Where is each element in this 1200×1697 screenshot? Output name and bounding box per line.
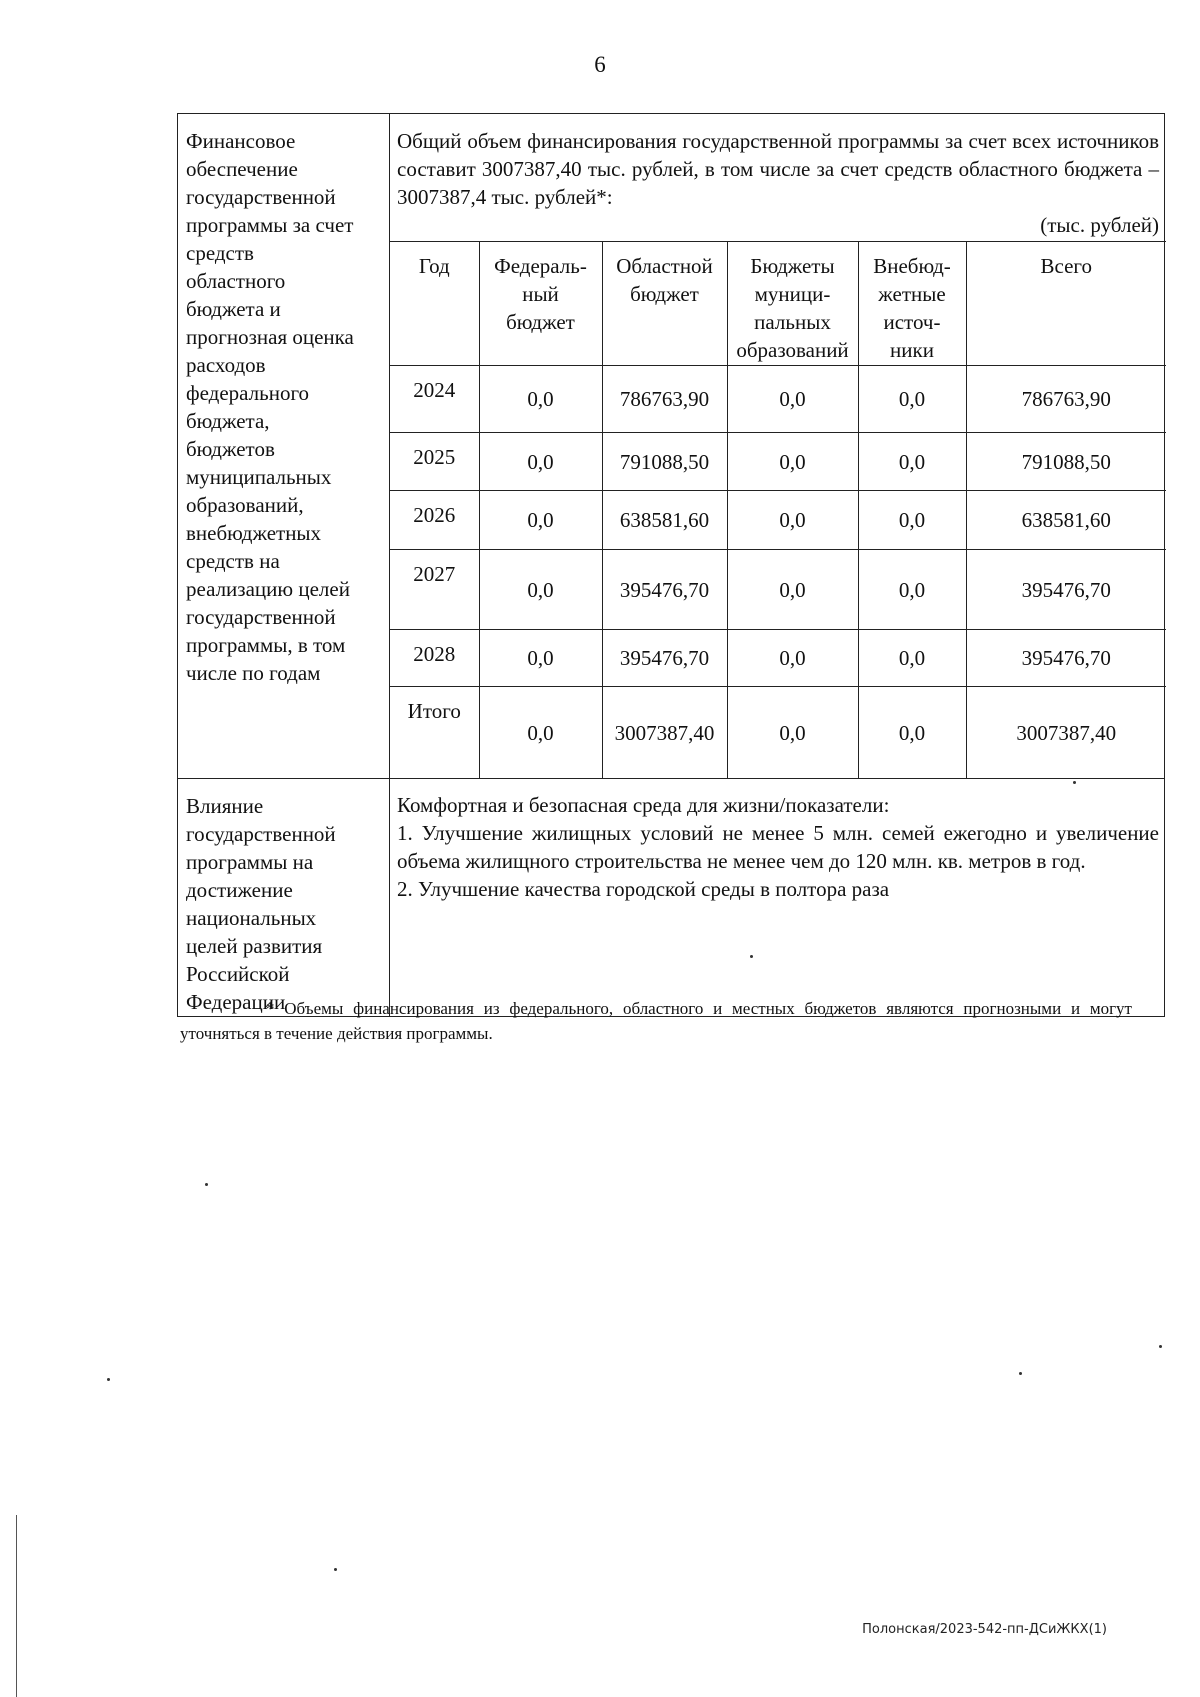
cell-federal: 0,0 <box>479 550 602 630</box>
table-row <box>390 433 1166 491</box>
cell-year: 2027 <box>390 550 479 630</box>
scan-speck <box>205 1183 208 1186</box>
impact-label: Влияние государственной программы на достижение национальных целей развития Российской Федерации <box>186 794 336 1014</box>
cell-municipal: 0,0 <box>727 491 858 550</box>
cell-federal: 0,0 <box>479 630 602 687</box>
impact-item: 1. Улучшение жилищных условий не менее 5 млн. семей ежегодно и увеличение объема жилищного строительства не менее чем до 120 млн. кв. метров в год. <box>397 821 1159 873</box>
cell-regional: 791088,50 <box>602 433 727 491</box>
table-row <box>390 630 1166 687</box>
cell-year: 2028 <box>390 630 479 687</box>
cell-total: 791088,50 <box>966 433 1166 491</box>
footnote: * Объемы финансирования из федерального, областного и местных бюджетов являются прогнозными и могут уточняться в течение действия программы. <box>180 999 1132 1043</box>
scan-speck <box>1073 781 1076 784</box>
budget-header-row <box>390 242 1166 366</box>
col-header-extrabudgetary: Внебюд- жетные источ- ники <box>858 242 966 366</box>
funding-label-cell <box>178 114 390 779</box>
passport-table <box>177 113 1165 1017</box>
cell-year: 2024 <box>390 366 479 433</box>
cell-municipal: 0,0 <box>727 433 858 491</box>
cell-municipal: 0,0 <box>727 687 858 779</box>
table-row <box>390 491 1166 550</box>
cell-total: 395476,70 <box>966 630 1166 687</box>
table-row <box>390 366 1166 433</box>
table-row-total <box>390 687 1166 779</box>
cell-federal: 0,0 <box>479 433 602 491</box>
cell-municipal: 0,0 <box>727 366 858 433</box>
impact-label-cell <box>178 779 390 1017</box>
cell-extrabudgetary: 0,0 <box>858 366 966 433</box>
col-header-total: Всего <box>966 242 1166 366</box>
cell-extrabudgetary: 0,0 <box>858 687 966 779</box>
col-header-regional: Областной бюджет <box>602 242 727 366</box>
funding-label: Финансовое обеспечение государственной программы за счет средств областного бюджета и прогнозная оценка расходов федерального бюджета, бюджетов муниципальных образований, внебюджетных средств на реализацию целей государственной программы, в том числе по годам <box>186 129 354 685</box>
cell-regional: 786763,90 <box>602 366 727 433</box>
cell-regional: 395476,70 <box>602 550 727 630</box>
cell-year: Итого <box>390 687 479 779</box>
cell-extrabudgetary: 0,0 <box>858 630 966 687</box>
cell-federal: 0,0 <box>479 491 602 550</box>
cell-regional: 395476,70 <box>602 630 727 687</box>
impact-item: 2. Улучшение качества городской среды в полтора раза <box>397 877 890 901</box>
cell-extrabudgetary: 0,0 <box>858 491 966 550</box>
cell-federal: 0,0 <box>479 366 602 433</box>
units-label: (тыс. рублей) <box>1040 213 1159 237</box>
cell-total: 638581,60 <box>966 491 1166 550</box>
col-header-municipal: Бюджеты муници- пальных образований <box>727 242 858 366</box>
cell-municipal: 0,0 <box>727 630 858 687</box>
scan-speck <box>750 955 753 958</box>
cell-regional: 3007387,40 <box>602 687 727 779</box>
scan-speck <box>334 1568 337 1571</box>
impact-row <box>178 779 1165 1017</box>
scan-speck <box>107 1378 110 1381</box>
funding-content-cell <box>390 114 1165 779</box>
table-row <box>390 550 1166 630</box>
impact-content-cell <box>390 779 1165 1017</box>
cell-total: 395476,70 <box>966 550 1166 630</box>
funding-summary <box>390 114 1164 241</box>
funding-summary-text: Общий объем финансирования государственной программы за счет всех источников составит 3007387,40 тыс. рублей, в том числе за счет средств областного бюджета – 3007387,4 тыс. рублей*: <box>397 129 1159 209</box>
impact-heading: Комфортная и безопасная среда для жизни/показатели: <box>397 793 890 817</box>
scan-speck <box>1019 1372 1022 1375</box>
funding-row <box>178 114 1165 779</box>
cell-extrabudgetary: 0,0 <box>858 433 966 491</box>
cell-total: 786763,90 <box>966 366 1166 433</box>
page-number: 6 <box>594 52 606 77</box>
cell-year: 2025 <box>390 433 479 491</box>
cell-municipal: 0,0 <box>727 550 858 630</box>
document-code: Полонская/2023-542-пп-ДСиЖКХ(1) <box>862 1622 1107 1637</box>
scan-speck <box>1159 1345 1162 1348</box>
cell-year: 2026 <box>390 491 479 550</box>
cell-regional: 638581,60 <box>602 491 727 550</box>
budget-table <box>390 241 1166 778</box>
col-header-federal: Федераль- ный бюджет <box>479 242 602 366</box>
col-header-year: Год <box>390 242 479 366</box>
impact-content <box>390 779 1164 997</box>
scan-edge-line <box>16 1515 17 1697</box>
cell-federal: 0,0 <box>479 687 602 779</box>
cell-extrabudgetary: 0,0 <box>858 550 966 630</box>
cell-total: 3007387,40 <box>966 687 1166 779</box>
